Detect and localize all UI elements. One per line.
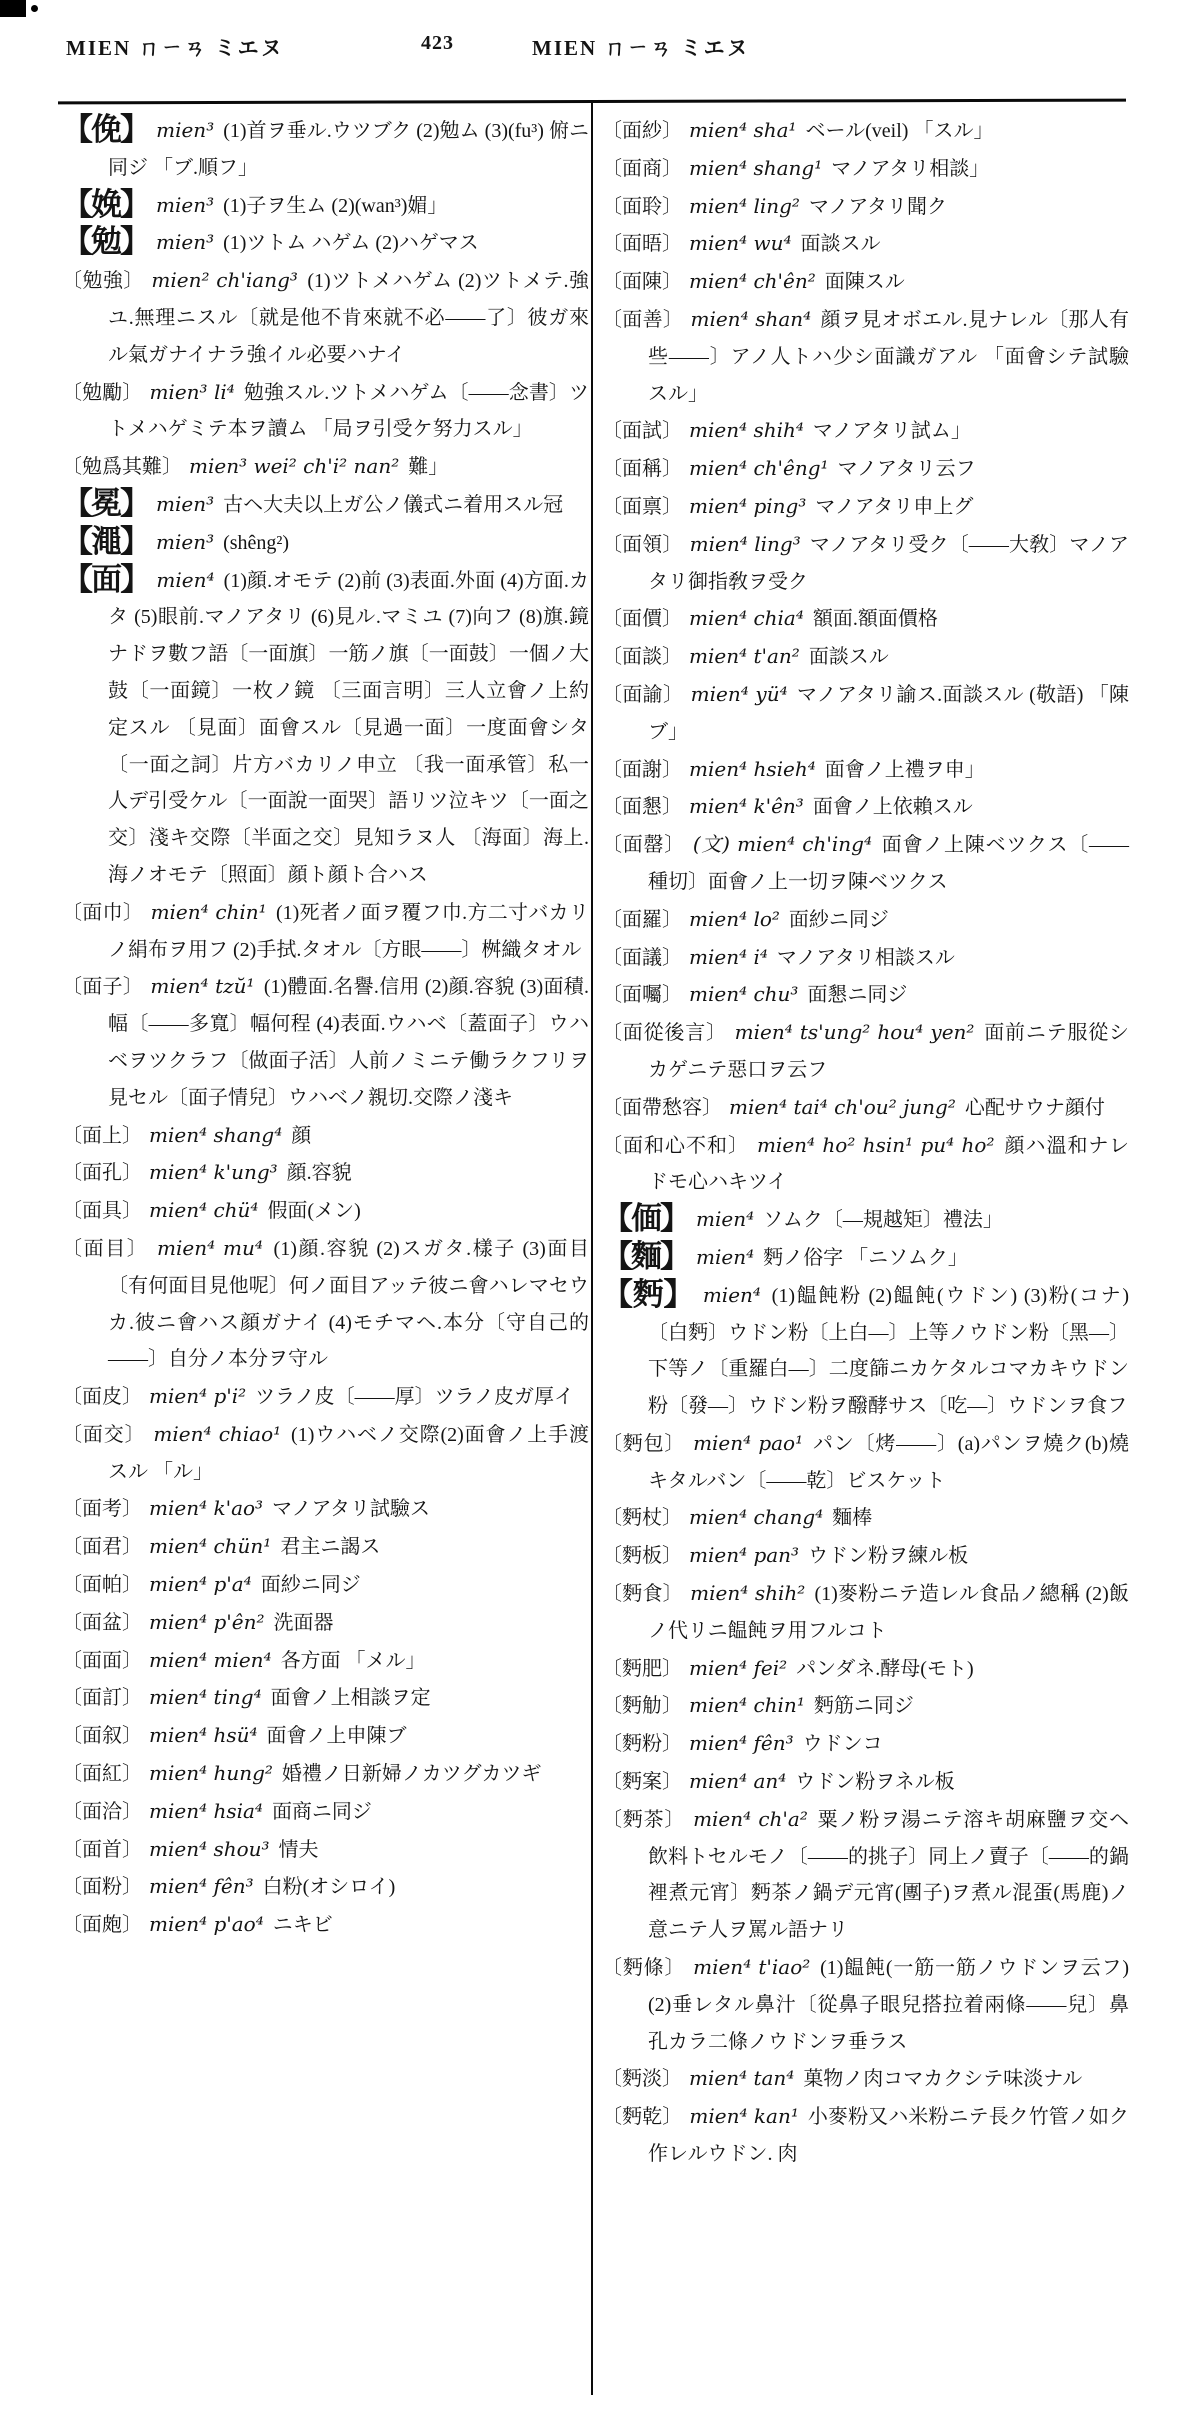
dictionary-entry (62, 562, 589, 894)
entry-headword: 〔面粉〕 (62, 1876, 142, 1899)
dictionary-entry (602, 112, 1129, 150)
dictionary-entry (602, 1239, 1129, 1277)
entry-pinyin: mien⁴ t'iao² (693, 1955, 811, 1980)
entry-headword: 〔面紅〕 (62, 1763, 142, 1786)
entry-headword: 〔面價〕 (602, 608, 682, 631)
entry-headword: 〔面子〕 (62, 976, 144, 999)
dictionary-entry (602, 526, 1129, 601)
entry-pinyin: mien⁴ chang⁴ (689, 1505, 824, 1530)
entry-pinyin: mien⁴ ho² hsin¹ pu⁴ ho² (756, 1132, 995, 1157)
dictionary-entry (602, 2098, 1129, 2173)
dictionary-entry (62, 1868, 589, 1906)
entry-definition: マノアタリ云フ (837, 458, 976, 481)
entry-headword: 【麵】 (602, 1238, 689, 1274)
entry-pinyin: mien³ (156, 529, 215, 554)
entry-pinyin: mien⁴ (702, 1282, 761, 1307)
entry-pinyin: mien³ (156, 491, 215, 516)
running-head-left: MIEN ㄇㄧㄢ ミエヌ (66, 36, 284, 60)
dictionary-entry (62, 1192, 589, 1230)
entry-definition: パンダネ.酵母(モト) (796, 1657, 974, 1680)
entry-headword: 〔面謝〕 (602, 758, 682, 781)
entry-definition: ベール(veil) 「スル」 (805, 120, 994, 142)
entry-headword: 〔面談〕 (602, 646, 682, 669)
entry-definition: 顔ヲ見オボエル.見ナレル〔那人有些——〕アノ人トハ少シ面識ガアル 「面會シテ試驗スル」 (648, 308, 1130, 405)
entry-pinyin: mien⁴ ling² (689, 193, 800, 218)
entry-definition: 菓物ノ肉コマカクシテ味淡ナル (803, 2068, 1083, 2091)
entry-pinyin: mien⁴ p'a⁴ (149, 1572, 252, 1597)
entry-pinyin: mien⁴ chia⁴ (689, 606, 804, 631)
entry-pinyin: mien⁴ an⁴ (689, 1769, 787, 1794)
entry-pinyin: mien⁴ mu⁴ (157, 1235, 263, 1260)
entry-pinyin: mien⁴ fên³ (689, 1731, 794, 1756)
dictionary-entry (602, 901, 1129, 939)
entry-headword: 〔勉爲其難〕 (62, 456, 182, 479)
entry-headword: 〔麪粉〕 (602, 1733, 682, 1756)
entry-pinyin: mien⁴ sha¹ (689, 118, 797, 142)
dictionary-entry (62, 894, 589, 969)
entry-definition: 面談スル (808, 646, 889, 669)
entry-pinyin: mien³ wei² ch'i² nan² (189, 454, 400, 479)
dictionary-entry (602, 150, 1129, 188)
entry-pinyin: mien⁴ chün¹ (149, 1534, 272, 1559)
dictionary-entry (602, 1650, 1129, 1688)
entry-pinyin: mien⁴ shan⁴ (690, 306, 812, 331)
entry-headword: 〔面試〕 (602, 420, 682, 443)
dictionary-entry (62, 1642, 589, 1680)
entry-headword: 〔麪乾〕 (602, 2106, 683, 2129)
entry-pinyin: mien⁴ yü⁴ (690, 681, 788, 706)
entry-headword: 〔面罄〕 (602, 834, 686, 857)
entry-headword: 〔面巾〕 (62, 901, 144, 924)
dictionary-entry (602, 263, 1129, 301)
dictionary-entry (602, 600, 1129, 638)
entry-definition: ニキビ (272, 1914, 333, 1937)
dictionary-entry (62, 486, 589, 524)
dictionary-entry (62, 1604, 589, 1642)
dictionary-entry (602, 788, 1129, 826)
dictionary-entry (602, 1537, 1129, 1575)
entry-pinyin: mien⁴ tan⁴ (689, 2066, 795, 2091)
entry-headword: 〔面上〕 (62, 1124, 142, 1147)
dictionary-entry (602, 1277, 1129, 1425)
dictionary-entry (602, 1499, 1129, 1537)
entry-pinyin: mien⁴ p'ên² (149, 1609, 265, 1634)
entry-pinyin: mien⁴ mien⁴ (149, 1647, 272, 1672)
entry-headword: 〔麪杖〕 (602, 1507, 682, 1530)
entry-pinyin: mien⁴ t'an² (689, 644, 800, 669)
entry-definition: マノアタリ試ム」 (812, 420, 971, 443)
dictionary-entry (62, 1154, 589, 1192)
entry-pinyin: mien⁴ k'ên³ (689, 794, 804, 819)
dictionary-entry (602, 1089, 1129, 1127)
entry-headword: 〔面懇〕 (602, 796, 682, 819)
scan-artifact-dot (31, 5, 38, 12)
dictionary-entry (602, 412, 1129, 450)
dictionary-entry (602, 751, 1129, 789)
entry-pinyin: mien⁴ hsia⁴ (149, 1798, 263, 1823)
entry-pinyin: mien⁴ (696, 1207, 755, 1232)
dictionary-entry (62, 1416, 589, 1491)
entry-pinyin: mien⁴ hsü⁴ (149, 1723, 258, 1748)
entry-headword: 〔勉強〕 (62, 270, 144, 293)
entry-pinyin: mien⁴ k'ao³ (149, 1496, 264, 1521)
entry-pinyin: mien⁴ k'ung³ (149, 1160, 278, 1185)
dictionary-entry (62, 262, 589, 373)
entry-definition: 白粉(オシロイ) (262, 1876, 396, 1899)
entry-definition: 面會ノ上禮ヲ申」 (824, 758, 985, 781)
entry-headword: 〔面交〕 (62, 1423, 146, 1446)
entry-definition: 各方面 「メル」 (280, 1649, 426, 1672)
entry-definition: マノアタリ申上グ (815, 495, 974, 518)
entry-definition: マノアタリ相談スル (776, 946, 955, 969)
entry-definition: (1)子ヲ生ム (2)(wan³)媚」 (223, 194, 448, 217)
entry-definition: (shêng²) (223, 531, 290, 554)
entry-pinyin: mien⁴ chin¹ (150, 899, 267, 924)
scan-artifact-blot (0, 0, 26, 17)
dictionary-entry (62, 968, 589, 1116)
dictionary-entry (62, 1717, 589, 1755)
dictionary-entry (602, 676, 1129, 751)
dictionary-entry (602, 1425, 1129, 1500)
entry-definition: 粟ノ粉ヲ湯ニテ溶キ胡麻鹽ヲ交ヘ飲料トセルモノ〔——的挑子〕同上ノ賣子〔——的鍋裡煮元宵〕麪茶ノ鍋デ元宵(團子)ヲ煮ル混蛋(馬鹿)ノ意ニテ人ヲ罵ル語ナリ (648, 1808, 1130, 1942)
entry-definition: 麵棒 (832, 1507, 873, 1530)
entry-pinyin: (文) mien⁴ ch'ing⁴ (692, 832, 872, 857)
entry-definition: 顔 (291, 1124, 312, 1147)
entry-pinyin: mien⁴ pao¹ (693, 1430, 804, 1455)
entry-pinyin: mien⁴ wu⁴ (689, 231, 792, 256)
entry-headword: 〔面議〕 (602, 946, 682, 969)
page-header (0, 26, 1181, 72)
dictionary-entry (602, 188, 1129, 226)
entry-headword: 〔麪板〕 (602, 1545, 682, 1568)
entry-headword: 〔面善〕 (602, 308, 684, 331)
entry-headword: 〔面和心不和〕 (602, 1134, 749, 1157)
dictionary-entry (602, 1687, 1129, 1725)
entry-headword: 【麪】 (602, 1276, 695, 1312)
running-head-right: MIEN ㄇㄧㄢ ミエヌ (532, 36, 750, 60)
dictionary-entry (602, 1725, 1129, 1763)
entry-pinyin: mien⁴ hung² (149, 1761, 273, 1786)
entry-pinyin: mien⁴ tzŭ¹ (150, 974, 255, 999)
entry-definition: 面會ノ上陳ベツクス〔——種切〕面會ノ上一切ヲ陳ベツクス (648, 834, 1129, 893)
entry-pinyin: mien⁴ shang¹ (689, 155, 823, 180)
entry-definition: 面會ノ上依賴スル (812, 796, 973, 819)
entry-pinyin: mien⁴ ping³ (689, 493, 807, 518)
entry-definition: (1)饂飩粉 (2)饂飩(ウドン) (3)粉(コナ) 〔白麪〕ウドン粉〔上白—〕上等ノウドン粉〔黑—〕下等ノ〔重羅白—〕二度篩ニカケタルコマカキウドン粉〔發—〕ウドン粉ヲ醱酵サス〔吃—〕ウドンヲ食フ (648, 1284, 1130, 1418)
entry-definition: ウドンコ (802, 1733, 883, 1756)
entry-headword: 〔面盆〕 (62, 1611, 142, 1634)
entry-headword: 〔面訂〕 (62, 1687, 142, 1710)
dictionary-entry (602, 1127, 1129, 1202)
entry-headword: 〔麪茶〕 (602, 1808, 686, 1831)
dictionary-entry (62, 112, 589, 187)
entry-definition: マノアタリ聞ク (808, 195, 947, 218)
entry-definition: (1)ウハベノ交際(2)面會ノ上手渡スル 「ル」 (108, 1423, 590, 1483)
entry-pinyin: mien⁴ ch'êng¹ (689, 456, 829, 481)
entry-definition: ウドン粉ヲ練ル板 (808, 1545, 969, 1568)
entry-pinyin: mien³ (156, 118, 215, 142)
entry-definition: ソムク〔—規越矩〕禮法」 (763, 1209, 1003, 1232)
entry-headword: 【冕】 (62, 485, 149, 521)
entry-pinyin: mien⁴ chin¹ (689, 1693, 805, 1718)
entry-definition: マノアタリ諭ス.面談スル (敬語) 「陳ブ」 (648, 683, 1130, 743)
dictionary-entry (62, 1755, 589, 1793)
entry-pinyin: mien⁴ ch'a² (693, 1806, 808, 1831)
entry-pinyin: mien⁴ chiao¹ (153, 1421, 282, 1446)
entry-pinyin: mien⁴ (696, 1244, 755, 1269)
entry-headword: 〔面面〕 (62, 1649, 142, 1672)
entry-headword: 〔面領〕 (602, 533, 683, 556)
entry-definition: (1)麥粉ニテ造レル食品ノ總稱 (2)飯ノ代リニ饂飩ヲ用フルコト (648, 1583, 1130, 1642)
right-column (602, 112, 1129, 2173)
entry-headword: 【偭】 (602, 1201, 689, 1237)
entry-headword: 〔勉勵〕 (62, 381, 143, 404)
entry-definition: 面談スル (800, 233, 881, 256)
dictionary-entry (602, 1949, 1129, 2060)
entry-definition: 面懇ニ同ジ (807, 984, 908, 1007)
entry-headword: 〔面諭〕 (602, 683, 684, 706)
entry-definition: マノアタリ試驗ス (272, 1498, 431, 1521)
entry-pinyin: mien⁴ fên³ (149, 1874, 254, 1899)
entry-pinyin: mien⁴ (156, 567, 215, 592)
dictionary-entry (62, 1831, 589, 1869)
entry-pinyin: mien⁴ shih² (690, 1581, 806, 1606)
dictionary-entry (602, 1201, 1129, 1239)
entry-pinyin: mien⁴ chü⁴ (149, 1198, 259, 1223)
entry-headword: 〔面帶愁容〕 (602, 1096, 722, 1119)
dictionary-entry (602, 225, 1129, 263)
entry-pinyin: mien³ li⁴ (149, 379, 235, 404)
entry-definition: 心配サウナ顔付 (964, 1096, 1105, 1119)
dictionary-entry (62, 524, 589, 562)
entry-definition: 額面.額面價格 (812, 608, 938, 631)
entry-headword: 〔面皮〕 (62, 1386, 142, 1409)
dictionary-entry (62, 1378, 589, 1416)
column-divider-rule (591, 103, 593, 2395)
dictionary-entry (602, 638, 1129, 676)
entry-definition: (1)ツトメハゲム (2)ツトメテ.強ユ.無理ニスル〔就是他不肯來就不必——了〕彼ガ來ル氣ガナイナラ強イル必要ハナイ (108, 270, 590, 366)
entry-pinyin: mien⁴ shou³ (149, 1836, 270, 1861)
entry-pinyin: mien⁴ tai⁴ ch'ou² jung² (729, 1094, 956, 1119)
dictionary-entry (62, 187, 589, 225)
dictionary-entry (62, 374, 589, 449)
entry-headword: 【勉】 (62, 224, 149, 260)
entry-definition: 面會ノ上相談ヲ定 (270, 1687, 431, 1710)
entry-definition: マノアタリ相談」 (831, 157, 990, 180)
entry-definition: 難」 (408, 456, 449, 479)
dictionary-entry (62, 1793, 589, 1831)
entry-pinyin: mien⁴ shih⁴ (689, 418, 804, 443)
dictionary-entry (62, 224, 589, 262)
entry-headword: 〔面商〕 (602, 157, 682, 180)
entry-definition: 洗面器 (273, 1611, 334, 1634)
dictionary-entry (62, 1528, 589, 1566)
dictionary-entry (602, 1014, 1129, 1089)
entry-pinyin: mien⁴ i⁴ (689, 944, 768, 969)
entry-definition: 面紗ニ同ジ (260, 1574, 361, 1597)
entry-definition: (1)體面.名譽.信用 (2)顔.容貌 (3)面積.幅〔——多寬〕幅何程 (4)表面.ウハベ〔蓋面子〕ウハベヲツクラフ〔做面子活〕人前ノミニテ働ラクフリヲ見セル〔面子情兒〕ウハベノ親切.交際ノ淺キ (108, 976, 590, 1109)
dictionary-entry (602, 826, 1129, 901)
dictionary-entry (62, 1906, 589, 1944)
dictionary-entry (62, 1230, 589, 1378)
entry-headword: 〔面叙〕 (62, 1725, 142, 1748)
entry-pinyin: mien⁴ shang⁴ (149, 1122, 283, 1147)
entry-pinyin: mien³ (156, 230, 215, 255)
entry-pinyin: mien⁴ ch'ên² (689, 269, 816, 294)
dictionary-entry (602, 1801, 1129, 1949)
entry-definition: (1)ツトム ハゲム (2)ハゲマス (223, 232, 479, 255)
dictionary-entry (602, 488, 1129, 526)
entry-headword: 〔面首〕 (62, 1838, 142, 1861)
entry-pinyin: mien² ch'iang³ (151, 268, 298, 293)
entry-pinyin: mien⁴ pan³ (689, 1543, 800, 1568)
entry-headword: 〔面洽〕 (62, 1800, 142, 1823)
dictionary-entry (62, 1117, 589, 1155)
entry-definition: (1)死者ノ面ヲ覆フ巾.方二寸バカリノ絹布ヲ用フ (2)手拭.タオル〔方眼——〕桝織タオル (108, 901, 589, 961)
entry-definition: パン〔烤——〕(a)パンヲ燒ク(b)燒キタルバン〔——乾〕ビスケット (648, 1432, 1129, 1492)
entry-pinyin: mien⁴ p'i² (149, 1384, 247, 1409)
entry-pinyin: mien⁴ lo² (689, 906, 780, 931)
entry-definition: 面商ニ同ジ (271, 1800, 372, 1823)
entry-headword: 〔面羅〕 (602, 908, 682, 931)
entry-headword: 〔面孔〕 (62, 1162, 142, 1185)
entry-headword: 【俛】 (62, 112, 150, 147)
dictionary-entry (602, 1575, 1129, 1650)
dictionary-entry (602, 301, 1129, 412)
entry-headword: 【娩】 (62, 186, 149, 222)
entry-headword: 〔面君〕 (62, 1536, 142, 1559)
entry-headword: 〔面紗〕 (602, 120, 682, 142)
entry-definition: (1)首ヲ垂ル.ウツブク (2)勉ム (3)(fu³) 俯ニ同ジ 「ブ.順フ」 (108, 120, 590, 179)
entry-definition: 小麥粉又ハ米粉ニテ長ク竹管ノ如ク作レルウドン. 肉 (648, 2106, 1130, 2166)
entry-headword: 〔面稱〕 (602, 458, 682, 481)
dictionary-entry (602, 939, 1129, 977)
entry-headword: 〔面晤〕 (602, 233, 682, 256)
entry-headword: 【澠】 (62, 523, 149, 559)
entry-headword: 〔面考〕 (62, 1498, 142, 1521)
entry-headword: 〔面目〕 (62, 1237, 149, 1260)
entry-headword: 〔麪食〕 (602, 1583, 683, 1606)
entry-headword: 〔麪案〕 (602, 1771, 682, 1794)
entry-definition: ウドン粉ヲネル板 (795, 1771, 955, 1794)
dictionary-entry (602, 2060, 1129, 2098)
entry-definition: (1)饂飩(一筋一筋ノウドンヲ云フ)(2)垂レタル鼻汁〔從鼻子眼兒搭拉着兩條——兒〕鼻孔カラ二條ノウドンヲ垂ラス (648, 1957, 1130, 2053)
dictionary-entry (62, 1490, 589, 1528)
dictionary-entry (602, 1763, 1129, 1801)
entry-definition: (1)顔.オモテ (2)前 (3)表面.外面 (4)方面.カタ (5)眼前.マノアタリ (6)見ル.マミユ (7)向フ (8)旗.鏡ナドヲ數フ語〔一面旗〕一筋ノ旗〔一面鼓〕一個ノ大鼓〔一面鏡〕一枚ノ鏡 〔三面言明〕三人立會ノ上約定スル 〔見面〕面會スル〔見過一面〕一度面會シタ〔一面之詞〕片方バカリノ申立 〔我一面承管〕私一人デ引受ケル〔一面說一面哭〕語リツ泣キツ〔一面之交〕淺キ交際〔半面之交〕見知ラヌ人 〔海面〕海上.海ノオモテ〔照面〕顔ト顔ト合ハス (108, 569, 590, 886)
entry-definition: 古ヘ大夫以上ガ公ノ儀式ニ着用スル冠 (223, 493, 564, 516)
entry-headword: 〔麪淡〕 (602, 2068, 682, 2091)
dictionary-entry (62, 448, 589, 486)
entry-headword: 〔面帕〕 (62, 1574, 142, 1597)
entry-definition: 面紗ニ同ジ (788, 908, 889, 931)
entry-headword: 〔面從後言〕 (602, 1022, 727, 1045)
entry-pinyin: mien⁴ ting⁴ (149, 1685, 262, 1710)
entry-headword: 〔面陳〕 (602, 271, 682, 294)
entry-pinyin: mien⁴ fei² (689, 1655, 788, 1680)
entry-pinyin: mien⁴ hsieh⁴ (689, 756, 816, 781)
entry-headword: 〔面囑〕 (602, 984, 682, 1007)
entry-headword: 〔面皰〕 (62, 1914, 142, 1937)
entry-headword: 〔麪包〕 (602, 1432, 686, 1455)
entry-headword: 【面】 (62, 561, 150, 597)
dictionary-entry (602, 976, 1129, 1014)
entry-pinyin: mien⁴ chu³ (689, 982, 799, 1007)
dictionary-entry (602, 450, 1129, 488)
entry-definition: 麪ノ俗字 「ニソムク」 (763, 1246, 968, 1269)
entry-definition: 麪筋ニ同ジ (813, 1695, 914, 1718)
entry-pinyin: mien⁴ kan¹ (689, 2104, 799, 2129)
entry-headword: 〔麪肥〕 (602, 1657, 682, 1680)
entry-definition: 面陳スル (824, 271, 905, 294)
dictionary-entry (62, 1679, 589, 1717)
entry-headword: 〔麪條〕 (602, 1957, 686, 1980)
entry-pinyin: mien⁴ ling³ (689, 531, 801, 556)
page-number: 423 (421, 32, 454, 54)
entry-headword: 〔面具〕 (62, 1200, 142, 1223)
entry-definition: 情夫 (278, 1838, 319, 1861)
entry-definition: 顔ハ溫和ナレドモ心ハキツイ (648, 1134, 1130, 1194)
entry-definition: (1)顔.容貌 (2)スガタ.樣子 (3)面目〔有何面目見他呢〕何ノ面目アッテ彼ニ會ハレマセウカ.彼ニ會ハス顔ガナイ (4)モチマヘ.本分〔守自己的——〕自分ノ本分ヲ守ル (108, 1237, 590, 1371)
entry-definition: 勉強スル.ツトメハゲム〔——念書〕ツトメハゲミテ本ヲ讀ム 「局ヲ引受ケ努力スル」 (108, 381, 590, 441)
entry-headword: 〔面禀〕 (602, 495, 682, 518)
entry-definition: 婚禮ノ日新婦ノカツグカツギ (281, 1763, 542, 1786)
entry-definition: 面前ニテ服從シカゲニテ惡口ヲ云フ (648, 1022, 1130, 1081)
entry-definition: 假面(メン) (267, 1200, 361, 1223)
entry-definition: ツラノ皮〔——厚〕ツラノ皮ガ厚イ (255, 1386, 574, 1409)
entry-pinyin: mien⁴ ts'ung² hou⁴ yen² (734, 1020, 975, 1045)
entry-definition: 面會ノ上申陳ブ (266, 1725, 407, 1748)
entry-pinyin: mien³ (156, 192, 215, 217)
entry-definition: 顔.容貌 (286, 1162, 352, 1185)
entry-headword: 〔面聆〕 (602, 195, 682, 218)
dictionary-entry (62, 1566, 589, 1604)
left-column (62, 112, 589, 1944)
entry-definition: マノアタリ受ク〔——大敎〕マノアタリ御指敎ヲ受ク (648, 533, 1130, 593)
entry-definition: 君主ニ謁ス (280, 1536, 381, 1559)
entry-pinyin: mien⁴ p'ao⁴ (149, 1912, 264, 1937)
entry-headword: 〔麪觔〕 (602, 1695, 682, 1718)
